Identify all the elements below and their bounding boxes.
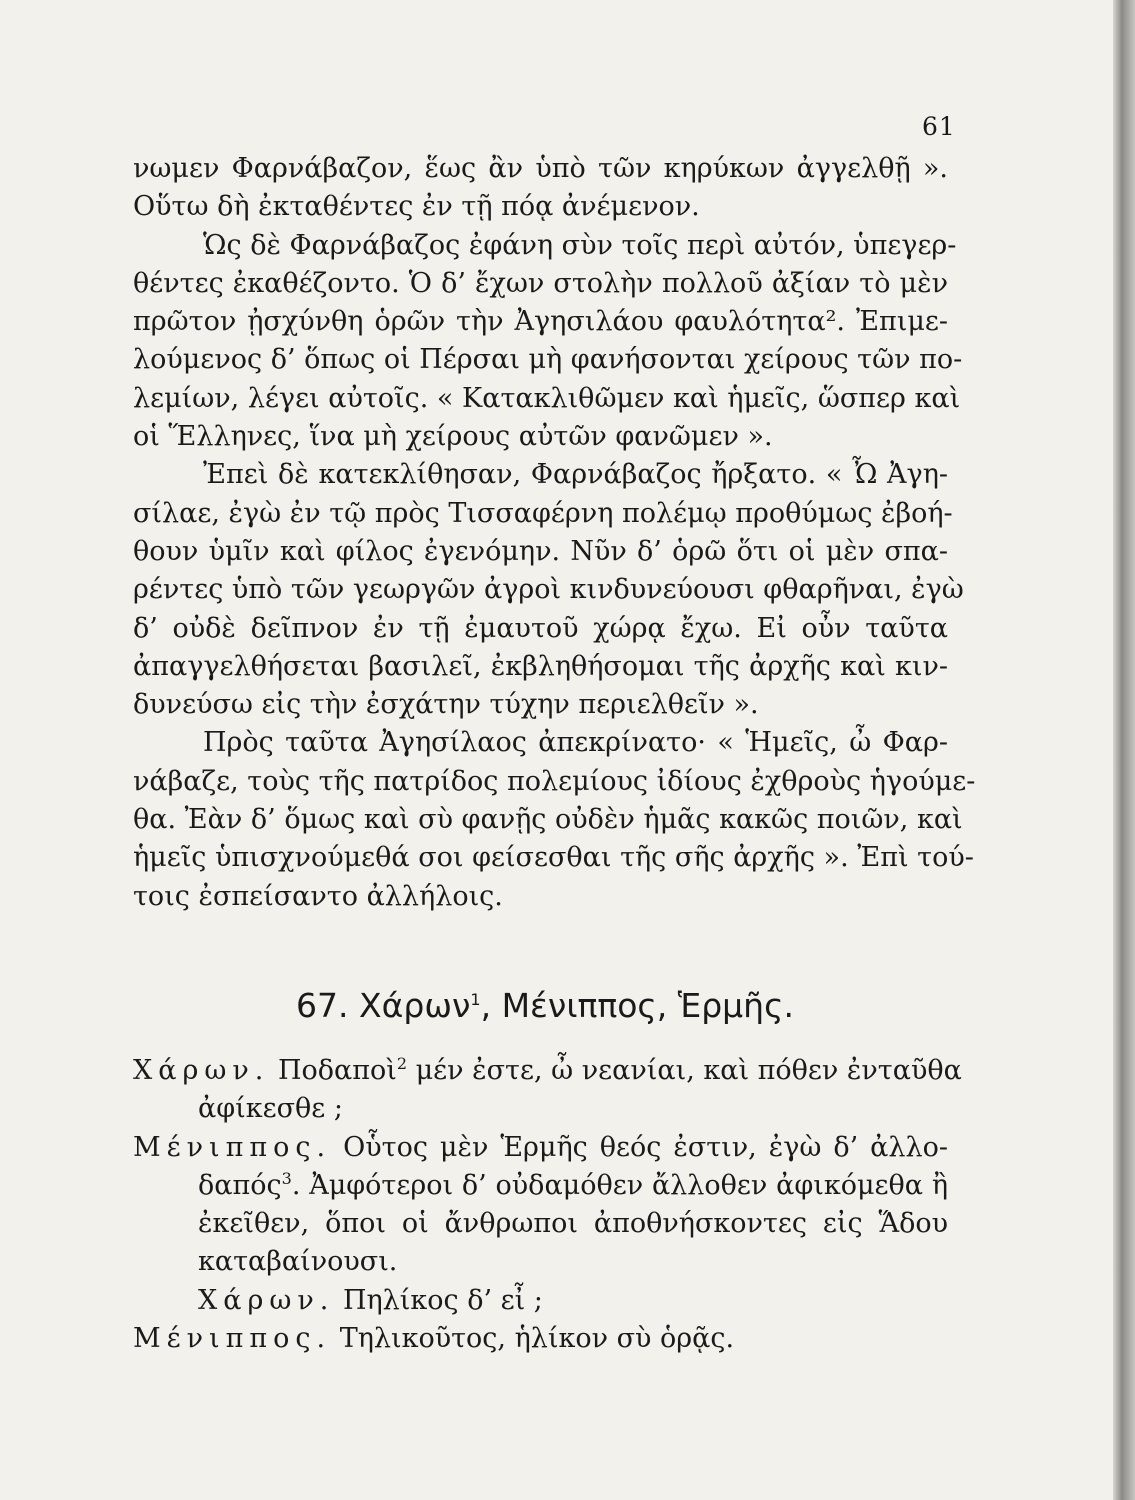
text-line: πρῶτον ᾐσχύνθη ὁρῶν τὴν Ἀγησιλάου φαυλότητα². Ἐπιμε-: [133, 306, 948, 338]
speech-text: Τηλικοῦτος, ἡλίκον σὺ ὁρᾷς.: [339, 1323, 735, 1355]
dialogue-line: [133, 1052, 962, 1090]
text-line: Ὡς δὲ Φαρνάβαζος ἐφάνη σὺν τοῖς περὶ αὐτόν, ὑπεγερ-: [203, 229, 957, 261]
dialogue-line: καταβαίνουσι.: [198, 1246, 398, 1278]
paragraph-2: [133, 227, 963, 457]
speech-text: . Ἀμφότεροι δ’ οὐδαμόθεν ἄλλοθεν ἀφικόμεθα ἢ: [291, 1169, 948, 1201]
text-line: δ’ οὐδὲ δεῖπνον ἐν τῇ ἐμαυτοῦ χώρᾳ ἔχω. Εἰ οὖν ταῦτα: [133, 612, 948, 644]
text-line: ἡμεῖς ὑπισχνούμεθά σοι φείσεσθαι τῆς σῆς ἀρχῆς ». Ἐπὶ τού-: [133, 842, 974, 874]
prose-block: [133, 150, 976, 916]
dialogue-line: ἐκεῖθεν, ὅποι οἱ ἄνθρωποι ἀποθνήσκοντες εἰς Ἅδου: [198, 1208, 948, 1240]
speaker-name: Χάρων.: [133, 1055, 270, 1086]
dialogue-line: [133, 1282, 948, 1320]
text-line: σίλαε, ἐγὼ ἐν τῷ πρὸς Τισσαφέρνη πολέμῳ προθύμως ἐβοή-: [133, 497, 953, 529]
text-line: νωμεν Φαρνάβαζον, ἕως ἂν ὑπὸ τῶν κηρύκων ἀγγελθῇ ».: [133, 153, 948, 184]
paragraph-1: [133, 150, 948, 227]
text-line: οἱ Ἕλληνες, ἵνα μὴ χείρους αὐτῶν φανῶμεν ».: [133, 421, 773, 453]
speech-text: Οὗτος μὲν Ἑρμῆς θεός ἐστιν, ἐγὼ δ’ ἀλλο-: [343, 1131, 948, 1163]
text-line: θουν ὑμῖν καὶ φίλος ἐγενόμην. Νῦν δ’ ὁρῶ ὅτι οἱ μὲν σπα-: [133, 535, 948, 567]
dialogue-line: ἀφίκεσθε ;: [198, 1093, 343, 1125]
text-line: λεμίων, λέγει αὐτοῖς. « Κατακλιθῶμεν καὶ ἡμεῖς, ὥσπερ καὶ: [133, 382, 961, 414]
speaker-name: Χάρων.: [198, 1284, 335, 1316]
footnote-marker: 1: [470, 990, 481, 1009]
page-number: 61: [922, 112, 956, 141]
speech-text: Πηλίκος δ’ εἶ ;: [342, 1284, 543, 1316]
heading-text: 67. Χάρων: [296, 986, 471, 1025]
dialogue-block: [133, 1052, 962, 1358]
dialogue-line: [133, 1167, 948, 1205]
text-line: θέντες ἐκαθέζοντο. Ὁ δ’ ἔχων στολὴν πολλοῦ ἀξίαν τὸ μὲν: [133, 267, 948, 299]
text-line: νάβαζε, τοὺς τῆς πατρίδος πολεμίους ἰδίους ἐχθροὺς ἡγούμε-: [133, 765, 976, 797]
text-line: τοις ἐσπείσαντο ἀλλήλοις.: [133, 880, 503, 912]
speech-text: δαπός: [198, 1169, 282, 1201]
speech-text: Ποδαποὶ: [277, 1055, 397, 1086]
paragraph-3: [133, 456, 964, 724]
text-line: Οὕτω δὴ ἐκταθέντες ἐν τῇ πόᾳ ἀνέμενον.: [133, 191, 700, 223]
text-line: ρέντες ὑπὸ τῶν γεωργῶν ἀγροὶ κινδυνεύουσι φθαρῆναι, ἐγὼ: [133, 574, 964, 606]
text-line: δυνεύσω εἰς τὴν ἐσχάτην τύχην περιελθεῖν ».: [133, 689, 759, 721]
text-line: Ἐπεὶ δὲ κατεκλίθησαν, Φαρνάβαζος ἤρξατο. « Ὦ Ἀγη-: [203, 459, 948, 491]
section-heading: [0, 986, 1090, 1025]
page-edge: [1113, 0, 1135, 1500]
text-line: λούμενος δ’ ὅπως οἱ Πέρσαι μὴ φανήσονται χείρους τῶν πο-: [133, 344, 963, 376]
heading-rest: , Μένιππος, Ἑρμῆς.: [480, 986, 794, 1025]
speaker-name: Μένιππος.: [133, 1323, 332, 1355]
paragraph-4: [133, 724, 976, 915]
text-line: θα. Ἐὰν δ’ ὅμως καὶ σὺ φανῇς οὐδὲν ἡμᾶς κακῶς ποιῶν, καὶ: [133, 804, 963, 836]
text-line: Πρὸς ταῦτα Ἀγησίλαος ἀπεκρίνατο· « Ἡμεῖς, ὦ Φαρ-: [203, 727, 948, 759]
speaker-name: Μένιππος.: [133, 1131, 332, 1163]
footnote-marker: 3: [281, 1168, 292, 1188]
dialogue-line: [133, 1320, 948, 1358]
dialogue-line: [133, 1129, 948, 1167]
text-line: ἀπαγγελθήσεται βασιλεῖ, ἐκβληθήσομαι τῆς ἀρχῆς καὶ κιν-: [133, 650, 948, 682]
footnote-marker: 2: [396, 1054, 408, 1073]
speech-text: μέν ἐστε, ὦ νεανίαι, καὶ πόθεν ἐνταῦθα: [415, 1055, 962, 1086]
